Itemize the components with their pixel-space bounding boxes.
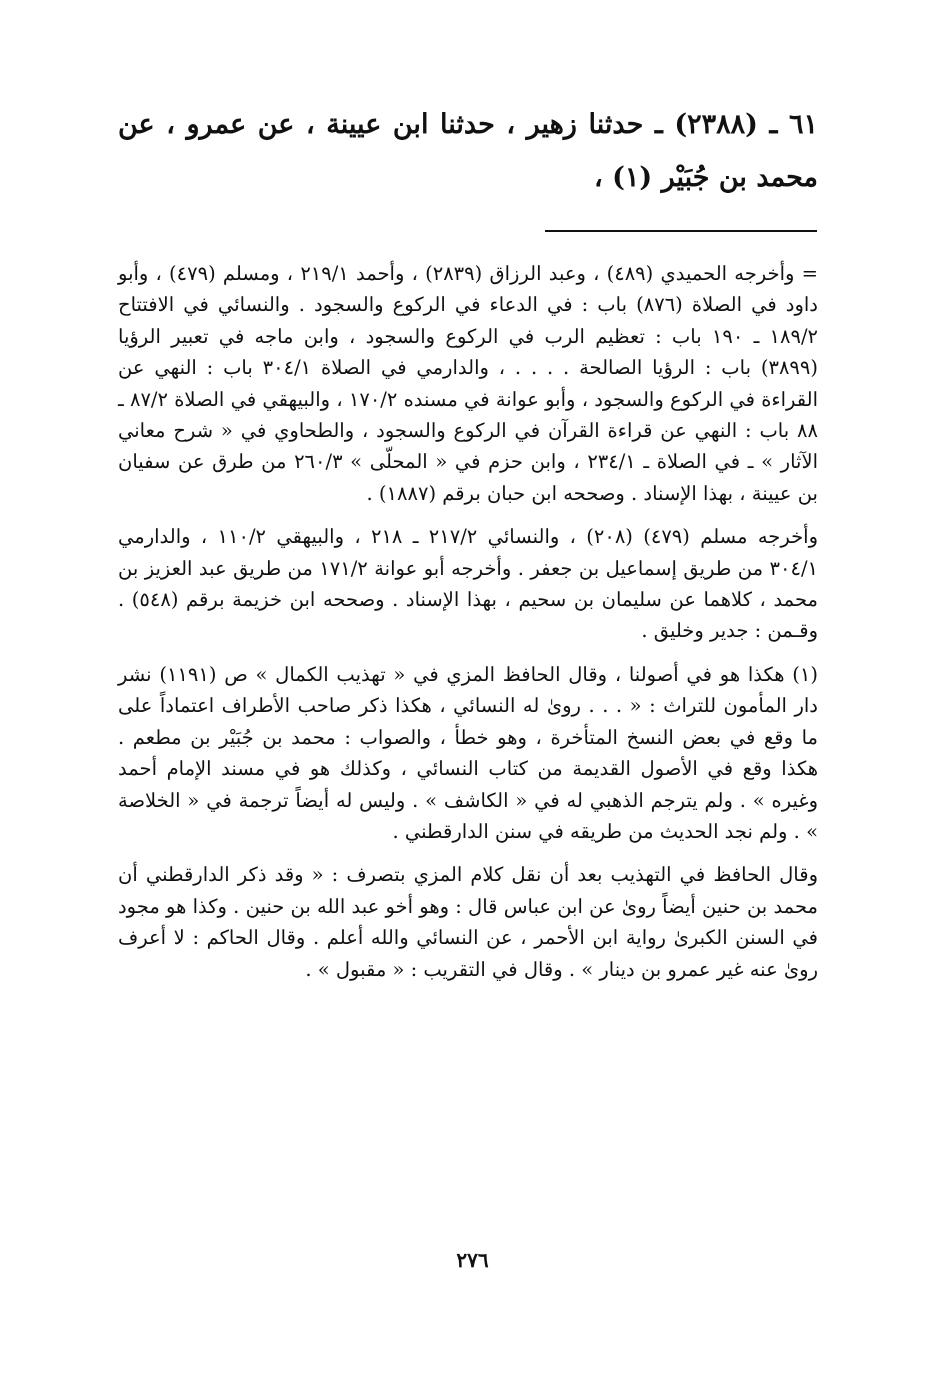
page-number: ٢٧٦ (456, 1248, 489, 1272)
footnote-paragraph: وأخرجه مسلم (٤٧٩) (٢٠٨) ، والنسائي ٢١٧/٢ ـ ٢١٨ ، والبيهقي ١١٠/٢ ، والدارمي ٣٠٤/١ من طريق إسماعيل بن جعفر . وأخرجه أبو عوانة ١٧١/٢ من طريق عبد العزيز بن محمد ، كلاهما عن سليمان بن سحيم ، بهذا الإسناد . وصححه ابن خزيمة برقم (٥٤٨) . وقـمن : جدير وخليق . (118, 525, 818, 643)
hadith-paragraph: ٦١ ـ (٢٣٨٨) ـ حدثنا زهير ، حدثنا ابن عيينة ، عن عمرو ، عن محمد بن جُبَيْر (١) ، (118, 109, 818, 193)
footnote-separator (545, 230, 817, 232)
footnote-1: (١) هكذا هو في أصولنا ، وقال الحافظ المزي في « تهذيب الكمال » ص (١١٩١) نشر دار المأمون للتراث : « . . . روىٰ له النسائي ، هكذا ذكر صاحب الأطراف اعتماداً على ما وقع في بعض النسخ المتأخرة ، وهو خطأ ، والصواب : محمد بن جُبَيْر بن مطعم . هكذا وقع في الأصول القديمة من كتاب النسائي ، وكذلك هو في مسند الإمام أحمد وغيره » . ولم يترجم الذهبي له في « الكاشف » . وليس له أيضاً ترجمة في « الخلاصة » . ولم نجد الحديث من طريقه في سنن الدارقطني . (118, 662, 818, 843)
footnote-continuation: = وأخرجه الحميدي (٤٨٩) ، وعبد الرزاق (٢٨٣٩) ، وأحمد ٢١٩/١ ، ومسلم (٤٧٩) ، وأبو داود في الصلاة (٨٧٦) باب : في الدعاء في الركوع والسجود . والنسائي في الافتتاح ١٨٩/٢ ـ ١٩٠ باب : تعظيم الرب في الركوع والسجود ، وابن ماجه في تعبير الرؤيا (٣٨٩٩) باب : الرؤيا الصالحة . . . . ، والدارمي في الصلاة ٣٠٤/١ باب : النهي عن القراءة في الركوع والسجود ، وأبو عوانة في مسنده ١٧٠/٢ ، والبيهقي في الصلاة ٨٧/٢ ـ ٨٨ باب : النهي عن قراءة القرآن في الركوع والسجود ، والطحاوي في « شرح معاني الآثار » ـ في الصلاة ـ ٢٣٤/١ ، وابن حزم في « المحلّى » ٢٦٠/٣ من طرق عن سفيان بن عيينة ، بهذا الإسناد . وصححه ابن حبان برقم (١٨٨٧) . (118, 262, 818, 505)
hadith-text-block (118, 98, 818, 204)
footnotes-block (118, 258, 818, 997)
footnote-paragraph: وقال الحافظ في التهذيب بعد أن نقل كلام المزي بتصرف : « وقد ذكر الدارقطني أن محمد بن حنين أيضاً روىٰ عن ابن عباس قال : وهو أخو عبد الله بن حنين . وكذا هو مجود في السنن الكبرىٰ رواية ابن الأحمر ، عن النسائي والله أعلم . وقال الحاكم : لا أعرف روىٰ عنه غير عمرو بن دينار » . وقال في التقريب : « مقبول » . (118, 863, 818, 981)
